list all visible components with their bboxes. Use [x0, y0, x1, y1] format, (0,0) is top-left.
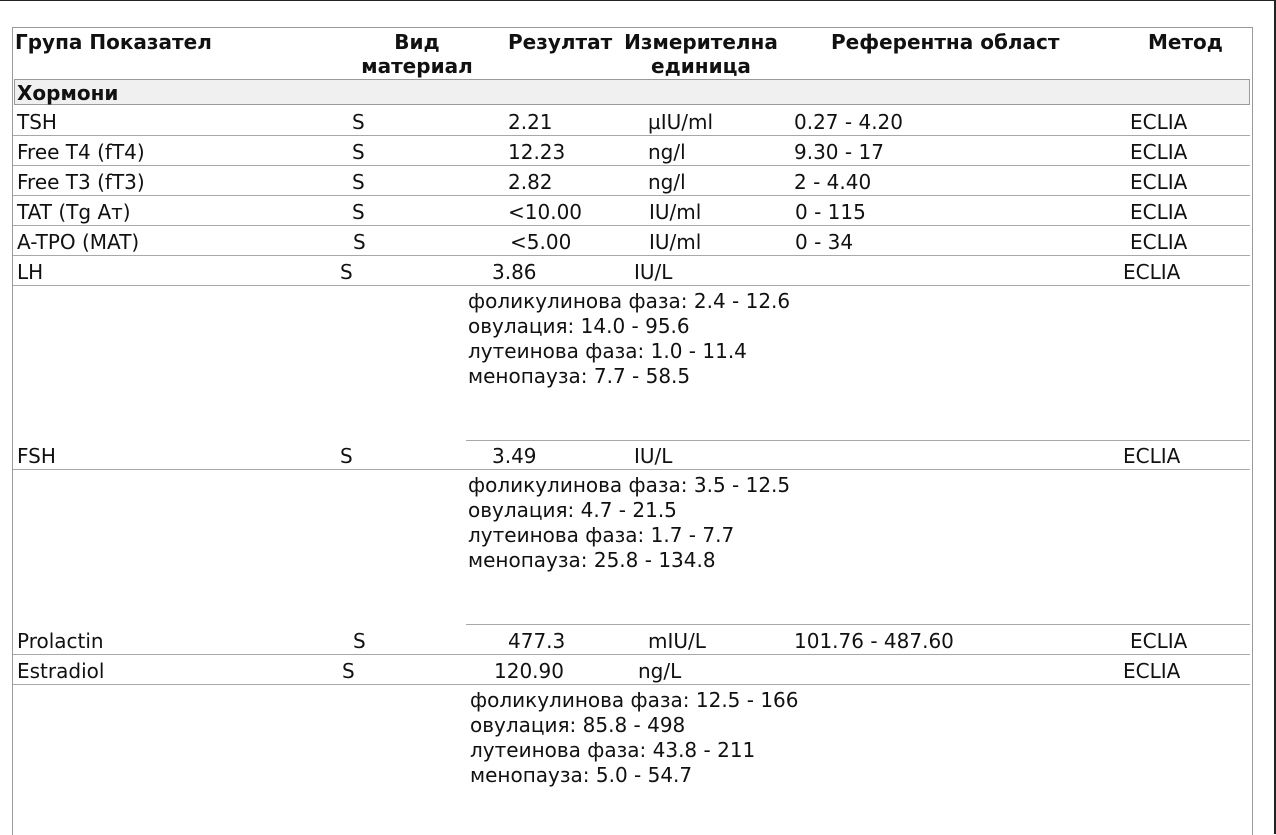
fsh-range-ovulation: овулация: 4.7 - 21.5 — [468, 498, 677, 522]
row-ft3-name: Free T3 (fT3) — [17, 170, 145, 194]
row-divider — [466, 624, 1250, 625]
row-ft4-method: ECLIA — [1130, 140, 1188, 164]
row-lh-result: 3.86 — [492, 260, 537, 284]
lh-range-follicular: фоликулинова фаза: 2.4 - 12.6 — [468, 289, 791, 313]
row-atpo-unit: IU/ml — [649, 230, 702, 254]
row-estradiol-material: S — [342, 659, 355, 683]
row-divider — [13, 135, 1250, 136]
row-ft4-material: S — [352, 140, 365, 164]
row-tsh-result: 2.21 — [508, 110, 553, 134]
lh-range-luteal: лутеинова фаза: 1.0 - 11.4 — [468, 339, 747, 363]
row-divider — [13, 255, 1250, 256]
row-prolactin-reference: 101.76 - 487.60 — [794, 629, 954, 653]
row-tat-result: <10.00 — [508, 200, 583, 224]
row-lh-method: ECLIA — [1123, 260, 1181, 284]
estradiol-reference-ranges — [470, 688, 799, 788]
row-fsh-method: ECLIA — [1123, 444, 1181, 468]
row-fsh-unit: IU/L — [634, 444, 673, 468]
row-divider — [13, 285, 1250, 286]
row-divider — [13, 684, 1250, 685]
fsh-reference-ranges — [468, 473, 790, 573]
row-lh-unit: IU/L — [634, 260, 673, 284]
row-lh-name: LH — [17, 260, 44, 284]
row-tat-unit: IU/ml — [649, 200, 702, 224]
row-atpo-method: ECLIA — [1130, 230, 1188, 254]
row-atpo-result: <5.00 — [510, 230, 572, 254]
row-atpo-name: A-TPO (MAT) — [17, 230, 140, 254]
row-tat-reference: 0 - 115 — [795, 200, 866, 224]
estradiol-range-menopause: менопауза: 5.0 - 54.7 — [470, 763, 693, 787]
row-ft3-method: ECLIA — [1130, 170, 1188, 194]
row-ft3-material: S — [352, 170, 365, 194]
row-divider — [13, 654, 1250, 655]
lh-range-menopause: менопауза: 7.7 - 58.5 — [468, 364, 691, 388]
header-group: Група Показател — [15, 30, 212, 54]
row-tsh-unit: µIU/ml — [648, 110, 714, 134]
row-divider — [13, 469, 1250, 470]
section-header — [14, 79, 1250, 105]
row-estradiol-method: ECLIA — [1123, 659, 1181, 683]
row-fsh-name: FSH — [17, 444, 56, 468]
row-atpo-material: S — [353, 230, 366, 254]
row-prolactin-unit: mIU/L — [648, 629, 706, 653]
row-lh-material: S — [340, 260, 353, 284]
header-unit-line2: единица — [651, 54, 751, 78]
row-prolactin-material: S — [353, 629, 366, 653]
row-divider — [13, 225, 1250, 226]
row-ft4-reference: 9.30 - 17 — [794, 140, 884, 164]
row-estradiol-name: Estradiol — [17, 659, 105, 683]
window-top-border — [0, 0, 1276, 1]
header-unit-line1: Измерителна — [624, 30, 778, 54]
row-tat-material: S — [352, 200, 365, 224]
row-ft3-unit: ng/l — [648, 170, 686, 194]
row-ft4-result: 12.23 — [508, 140, 566, 164]
row-prolactin-name: Prolactin — [17, 629, 104, 653]
row-tsh-name: TSH — [17, 110, 57, 134]
header-reference: Референтна област — [831, 30, 1060, 54]
row-prolactin-result: 477.3 — [508, 629, 566, 653]
lh-range-ovulation: овулация: 14.0 - 95.6 — [468, 314, 690, 338]
header-method: Метод — [1148, 30, 1223, 54]
lab-results-table — [12, 27, 1253, 835]
header-unit — [617, 30, 785, 78]
lh-reference-ranges — [468, 289, 790, 389]
row-ft3-reference: 2 - 4.40 — [794, 170, 872, 194]
estradiol-range-follicular: фоликулинова фаза: 12.5 - 166 — [470, 688, 799, 712]
header-material-line1: Вид — [394, 30, 440, 54]
fsh-range-follicular: фоликулинова фаза: 3.5 - 12.5 — [468, 473, 791, 497]
row-ft4-unit: ng/l — [648, 140, 686, 164]
row-tsh-method: ECLIA — [1130, 110, 1188, 134]
row-estradiol-result: 120.90 — [494, 659, 564, 683]
row-tat-name: TAT (Tg Ат) — [17, 200, 131, 224]
header-material — [356, 30, 478, 78]
row-fsh-material: S — [340, 444, 353, 468]
row-tsh-material: S — [352, 110, 365, 134]
row-divider — [13, 195, 1250, 196]
fsh-range-menopause: менопауза: 25.8 - 134.8 — [468, 548, 716, 572]
row-prolactin-method: ECLIA — [1130, 629, 1188, 653]
row-tat-method: ECLIA — [1130, 200, 1188, 224]
row-estradiol-unit: ng/L — [638, 659, 682, 683]
fsh-range-luteal: лутеинова фаза: 1.7 - 7.7 — [468, 523, 735, 547]
row-fsh-result: 3.49 — [492, 444, 537, 468]
estradiol-range-luteal: лутеинова фаза: 43.8 - 211 — [470, 738, 756, 762]
section-title: Хормони — [17, 81, 119, 105]
row-ft3-result: 2.82 — [508, 170, 553, 194]
row-divider — [466, 440, 1250, 441]
row-atpo-reference: 0 - 34 — [795, 230, 854, 254]
row-divider — [13, 165, 1250, 166]
row-tsh-reference: 0.27 - 4.20 — [794, 110, 903, 134]
row-ft4-name: Free T4 (fT4) — [17, 140, 145, 164]
header-result: Резултат — [508, 30, 613, 54]
estradiol-range-ovulation: овулация: 85.8 - 498 — [470, 713, 686, 737]
header-material-line2: материал — [361, 54, 473, 78]
